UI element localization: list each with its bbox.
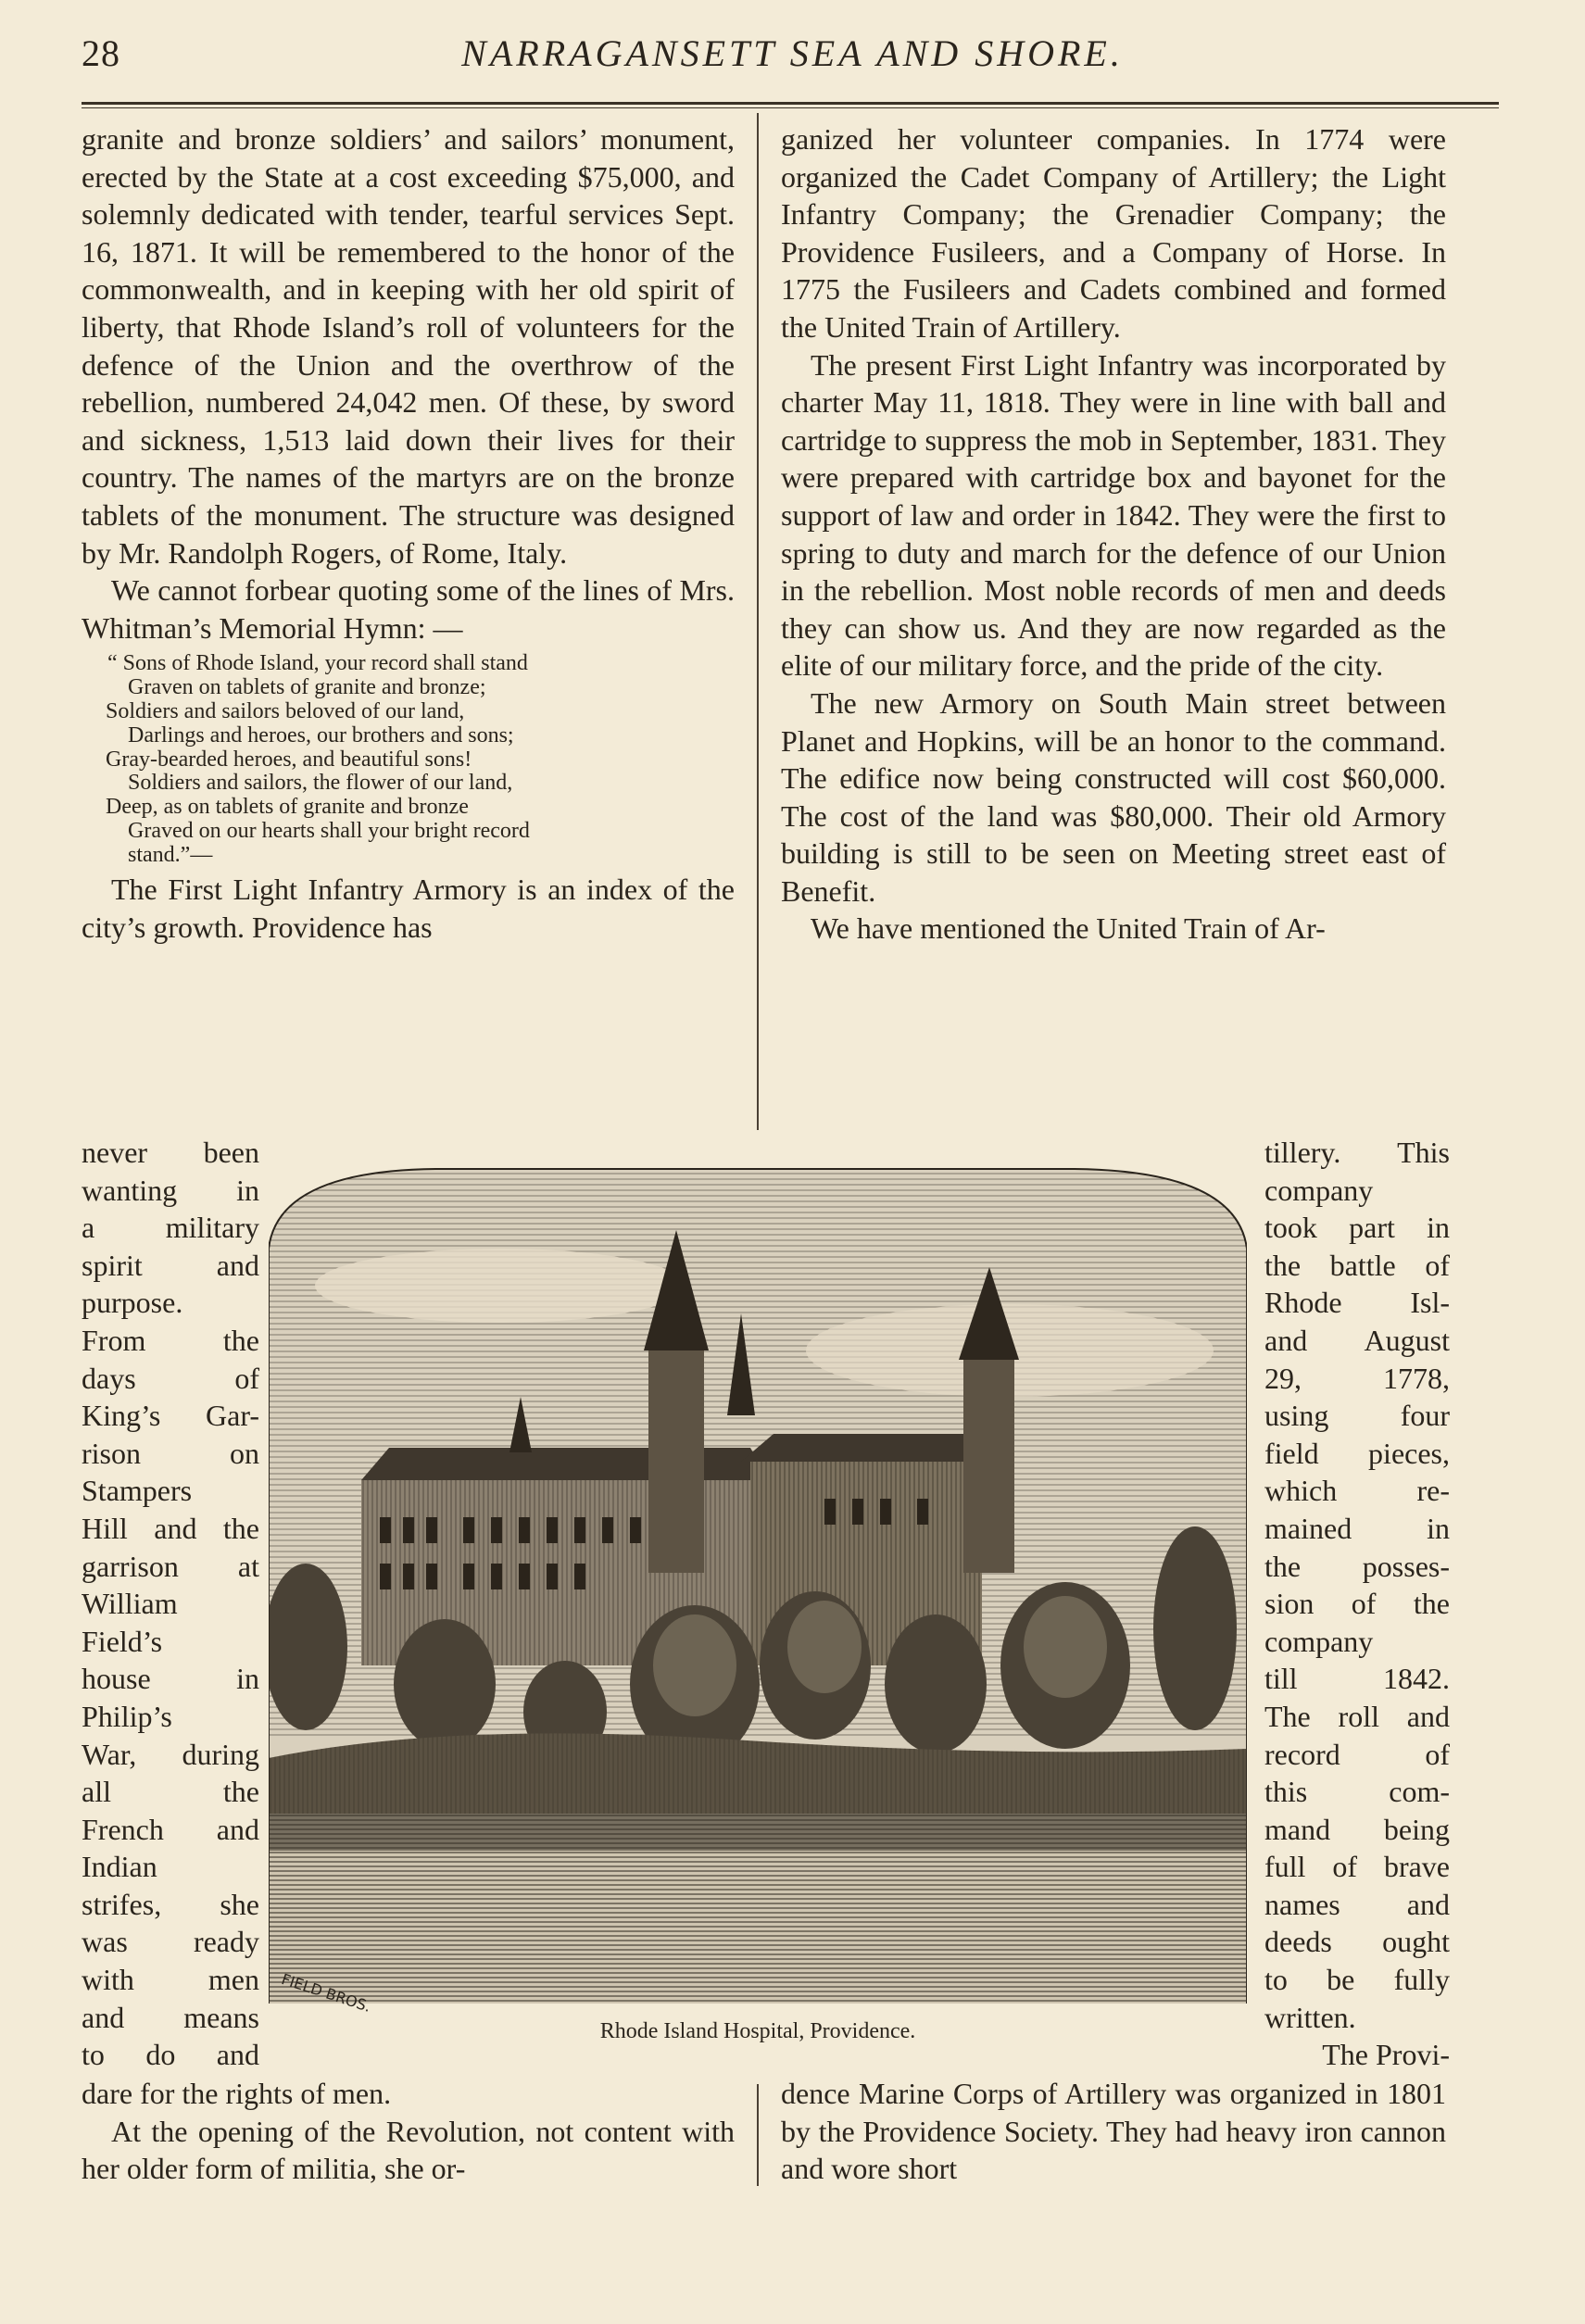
wrap-line: Indian	[82, 1850, 157, 1884]
wrap-line: 29, 1778,	[1264, 1361, 1450, 1395]
wrap-line: with men	[82, 1963, 259, 1997]
column-divider-top	[757, 113, 759, 1130]
poem-line: Deep, as on tablets of granite and bronze	[106, 795, 469, 820]
wrap-line: using four	[1264, 1399, 1450, 1433]
wrap-line: house in	[82, 1662, 259, 1696]
wrap-line: The Provi-	[1322, 2038, 1450, 2072]
wrap-line: and means	[82, 2000, 259, 2034]
wrap-line: King’s Gar-	[82, 1399, 259, 1433]
wrap-line: full of brave	[1264, 1850, 1450, 1884]
poem-line: “ Sons of Rhode Island, your record shall stand	[107, 651, 528, 676]
left-column	[82, 120, 735, 947]
left-wrap-column	[82, 1134, 259, 2074]
wrap-line: The roll and	[1264, 1699, 1450, 1733]
poem-line: Darlings and heroes, our brothers and sons;	[128, 722, 514, 747]
page-header	[82, 24, 1503, 80]
wrap-line: took part in	[1264, 1211, 1450, 1245]
page-number: 28	[82, 32, 120, 74]
wrap-line: a military	[82, 1211, 259, 1245]
right-paragraph-3: The new Armory on South Main street between Planet and Hopkins, will be an honor to the command. The edifice now being constructed will cost $60,000. The cost of the land was $80,000. Their old Armory building is still to be seen on Meeting street east of Benefit.	[781, 685, 1446, 908]
wrap-line: purpose.	[82, 1286, 183, 1320]
right-wrap-column	[1264, 1134, 1450, 2074]
wrap-line: William	[82, 1587, 178, 1621]
wrap-line: till 1842.	[1264, 1662, 1450, 1696]
wrap-line: mained in	[1264, 1511, 1450, 1545]
wrap-line: From the	[82, 1323, 259, 1357]
wrap-line: names and	[1264, 1887, 1450, 1921]
poem-line: Soldiers and sailors beloved of our land,	[106, 698, 465, 723]
wrap-line: sion of the	[1264, 1587, 1450, 1621]
right-column	[781, 120, 1446, 948]
left-paragraph-3-end: dare for the rights of men.	[82, 2077, 392, 2110]
poem-line: Graven on tablets of granite and bronze;	[128, 675, 486, 700]
poem-line: Soldiers and sailors, the flower of our land,	[128, 771, 513, 796]
engraving-image	[269, 1165, 1247, 2004]
wrap-line: Hill and the	[82, 1511, 259, 1545]
wrap-line: the posses-	[1264, 1549, 1450, 1583]
poem-line: Gray-bearded heroes, and beautiful sons!	[106, 747, 472, 772]
left-paragraph-3: The First Light Infantry Armory is an index of the city’s growth. Providence has	[82, 873, 735, 945]
wrap-line: days of	[82, 1361, 259, 1395]
wrap-line: War, during	[82, 1737, 259, 1771]
wrap-line: all the	[82, 1775, 259, 1809]
wrap-line: wanting in	[82, 1173, 259, 1207]
wrap-line: rison on	[82, 1436, 259, 1470]
right-paragraph-4-end: dence Marine Corps of Artillery was organized in 1801 by the Providence Society. They had heavy iron cannon and wore short	[781, 2077, 1446, 2186]
header-rule	[82, 102, 1499, 105]
engraver-mark: FIELD BROS.	[279, 1969, 373, 2016]
column-divider-bottom	[757, 2084, 759, 2186]
wrap-line: which re-	[1264, 1474, 1450, 1508]
left-paragraph-1: granite and bronze soldiers’ and sailors’ monument, erected by the State at a cost exceeding $75,000, and solemnly dedicated with tender, tearful services Sept. 16, 1871. It will be remembered to the honor of the commonwealth, and in keeping with her old spirit of liberty, that Rhode Island’s roll of volunteers for the defence of the Union and the overthrow of the rebellion, numbered 24,042 men. Of these, by sword and sickness, 1,513 laid down their lives for their country. The names of the martyrs are on the bronze tablets of the monument. The structure was designed by Mr. Randolph Rogers, of Rome, Italy.	[82, 122, 735, 570]
wrap-line: garrison at	[82, 1549, 259, 1583]
left-column-bottom	[82, 2075, 735, 2188]
wrap-line: strifes, she	[82, 1887, 259, 1921]
left-paragraph-4: At the opening of the Revolution, not content with her older form of militia, she or-	[82, 2114, 735, 2186]
wrap-line: was ready	[82, 1925, 259, 1959]
left-paragraph-2: We cannot forbear quoting some of the lines of Mrs. Whitman’s Memorial Hymn: —	[82, 573, 735, 645]
wrap-line: company	[1264, 1173, 1374, 1207]
right-paragraph-1: ganized her volunteer companies. In 1774 were organized the Cadet Company of Artillery; the Light Infantry Company; the Grenadier Company; the Providence Fusileers, and a Company of Horse. In 1775 the Fusileers and Cadets combined and formed the United Train of Artillery.	[781, 122, 1446, 344]
wrap-line: company	[1264, 1624, 1374, 1658]
wrap-line: this com-	[1264, 1775, 1450, 1809]
wrap-line: field pieces,	[1264, 1436, 1450, 1470]
wrap-line: to do and	[82, 2038, 259, 2072]
right-paragraph-4-start: We have mentioned the United Train of Ar-	[811, 911, 1326, 946]
wrap-line: record of	[1264, 1737, 1450, 1771]
wrap-line: written.	[1264, 2000, 1356, 2034]
wrap-line: mand being	[1264, 1812, 1450, 1846]
wrap-line: spirit and	[82, 1248, 259, 1282]
wrap-line: deeds ought	[1264, 1925, 1450, 1959]
poem-line: stand.”—	[128, 842, 213, 867]
wrap-line: Rhode Isl-	[1264, 1286, 1450, 1320]
poem-line: Graved on our hearts shall your bright record	[128, 818, 530, 843]
wrap-line: the battle of	[1264, 1248, 1450, 1282]
wrap-line: never been	[82, 1136, 259, 1169]
running-title: NARRAGANSETT SEA AND SHORE.	[461, 32, 1124, 74]
right-paragraph-2: The present First Light Infantry was incorporated by charter May 11, 1818. They were in line with ball and cartridge to suppress the mob in September, 1831. They were prepared with cartridge box and bayonet for the support of law and order in 1842. They were the first to spring to duty and march for the defence of our Union in the rebellion. Most noble records of men and deeds they can show us. And they are now regarded as the elite of our military force, and the pride of the city.	[781, 347, 1446, 683]
wrap-line: Field’s	[82, 1624, 163, 1658]
header-rule-thin	[82, 107, 1499, 108]
wrap-line: tillery. This	[1264, 1136, 1450, 1169]
memorial-hymn-poem	[82, 652, 735, 867]
wrap-line: to be fully	[1264, 1963, 1450, 1997]
right-column-bottom	[781, 2075, 1446, 2188]
wrap-line: Stampers	[82, 1474, 193, 1508]
wrap-line: and August	[1264, 1323, 1450, 1357]
illustration-caption: Rhode Island Hospital, Providence.	[599, 2019, 916, 2043]
wrap-line: Philip’s	[82, 1699, 172, 1733]
wrap-line: French and	[82, 1812, 259, 1846]
hospital-illustration	[269, 1165, 1247, 2016]
